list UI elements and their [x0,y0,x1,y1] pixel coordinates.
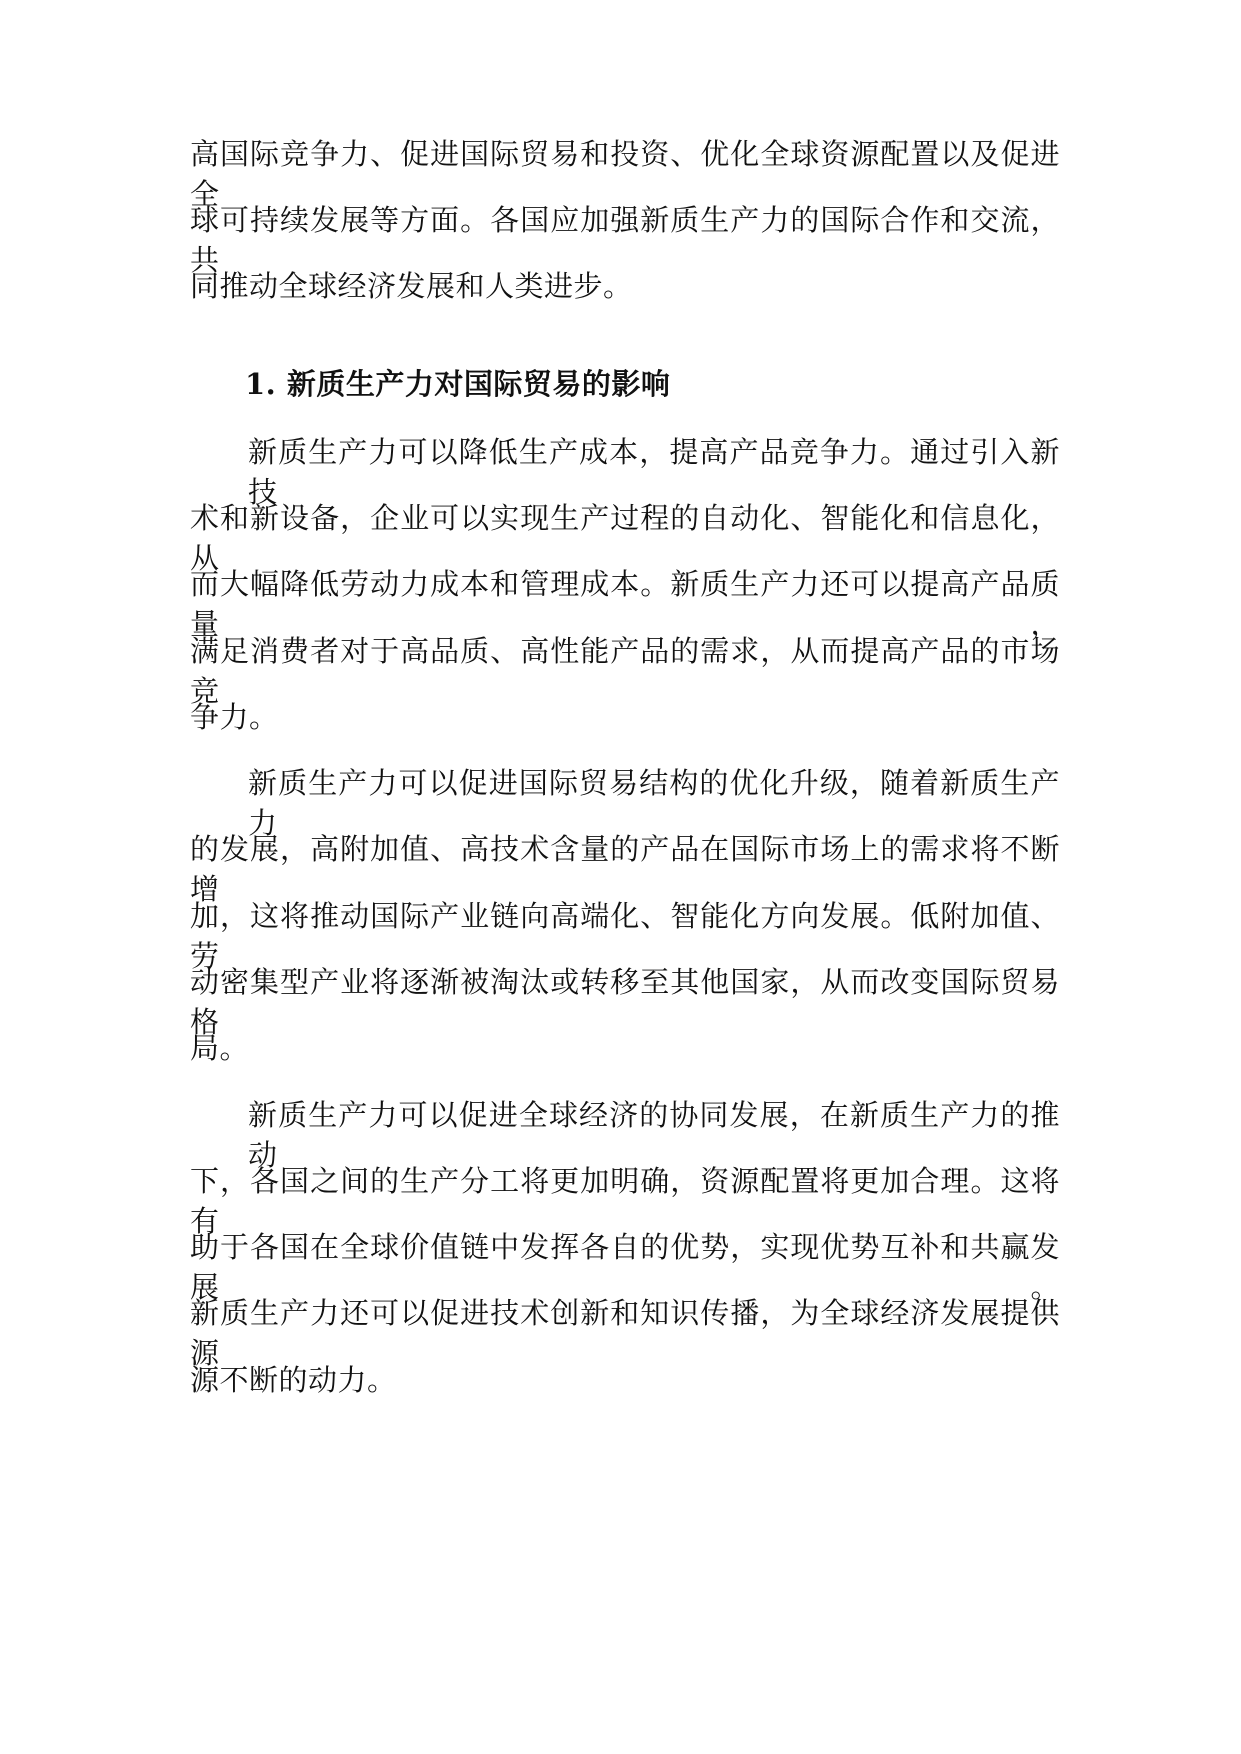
paragraph-2-line-5: 局。 [190,1031,250,1065]
paragraph-1-line-5: 争力。 [190,700,279,734]
paragraph-2-line-2: 的发展，高附加值、高技术含量的产品在国际市场上的需求将不断增 [190,832,1060,906]
paragraph-3-line-1: 新质生产力可以促进全球经济的协同发展，在新质生产力的推动 [248,1098,1060,1172]
paragraph-3-line-5: 源不断的动力。 [190,1363,397,1397]
paragraph-3-line-3: 助于各国在全球价值链中发挥各自的优势，实现优势互补和共赢发展。 [190,1230,1060,1304]
paragraph-1-line-3: 而大幅降低劳动力成本和管理成本。新质生产力还可以提高产品质量， [190,567,1060,641]
intro-line-1: 高国际竞争力、促进国际贸易和投资、优化全球资源配置以及促进全 [190,137,1060,211]
paragraph-1-line-4: 满足消费者对于高品质、高性能产品的需求，从而提高产品的市场竞 [190,634,1060,708]
paragraph-3-line-2: 下，各国之间的生产分工将更加明确，资源配置将更加合理。这将有 [190,1164,1060,1238]
intro-line-2: 球可持续发展等方面。各国应加强新质生产力的国际合作和交流，共 [190,203,1060,277]
paragraph-2-line-3: 加，这将推动国际产业链向高端化、智能化方向发展。低附加值、劳 [190,899,1060,973]
paragraph-2-line-1: 新质生产力可以促进国际贸易结构的优化升级，随着新质生产力 [248,766,1060,840]
paragraph-1-line-2: 术和新设备，企业可以实现生产过程的自动化、智能化和信息化，从 [190,501,1060,575]
paragraph-3-line-4: 新质生产力还可以促进技术创新和知识传播，为全球经济发展提供源 [190,1296,1060,1370]
section-heading: 1. 新质生产力对国际贸易的影响 [245,367,671,401]
paragraph-1-line-1: 新质生产力可以降低生产成本，提高产品竞争力。通过引入新技 [248,435,1060,509]
paragraph-2-line-4: 动密集型产业将逐渐被淘汰或转移至其他国家，从而改变国际贸易格 [190,965,1060,1039]
intro-line-3: 同推动全球经济发展和人类进步。 [190,269,633,303]
